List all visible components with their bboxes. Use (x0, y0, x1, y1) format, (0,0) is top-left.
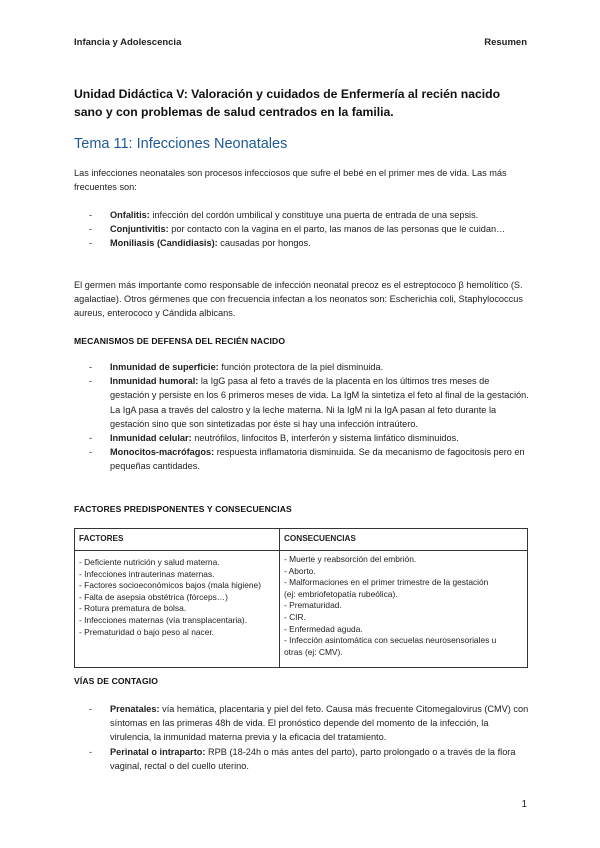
list-item-term: Perinatal o intraparto: (110, 746, 206, 757)
defense-list (74, 360, 529, 474)
consecuencias-cell (280, 551, 528, 668)
list-item-text: infección del cordón umbilical y constituye una puerta de entrada de una sepsis. (149, 210, 479, 220)
intro-paragraph: Las infecciones neonatales son procesos infecciosos que sufre el bebé en el primer mes de vida. Las más frecuentes son: (74, 168, 507, 193)
factors-table (74, 528, 528, 668)
list-item: - Onfalitis: infección del cordón umbilical y constituye una puerta de entrada de una sepsis. (89, 210, 479, 220)
page-number: 1 (521, 799, 527, 810)
list-item-term: Moniliasis (Candidiasis): (110, 238, 218, 249)
list-item-text: vía hemática, placentaria y piel del feto. Causa más frecuente Citomegalovirus (CMV) con síntomas en las primeras 48h de vida. El pronóstico depende del momento de la infección, la virulencia, la inmunidad materna previa y la eficacia del tratamiento. (110, 704, 529, 743)
factors-heading: FACTORES PREDISPONENTES Y CONSECUENCIAS (74, 504, 292, 514)
defense-heading: MECANISMOS DE DEFENSA DEL RECIÉN NACIDO (74, 336, 286, 346)
factores-cell (75, 551, 280, 668)
germ-paragraph: El germen más importante como responsable de infección neonatal precoz es el estreptococo β hemolítico (S. agalactiae). Otros gérmenes que con frecuencia infectan a los neonatos son: Escherichia coli, Staphylococcus aureus, enterococo y Cándida albicans. (74, 280, 523, 319)
consequence-item: - Aborto. (284, 565, 316, 576)
routes-list (74, 702, 529, 773)
consequence-item: (ej: embriofetopatía rubeólica). (284, 588, 398, 599)
list-item-term: Prenatales: (110, 704, 160, 714)
list-item-text: causadas por hongos. (217, 238, 311, 249)
list-item-text: por contacto con la vagina en el parto, las manos de las personas que le cuidan… (168, 224, 506, 235)
topic-title: Tema 11: Infecciones Neonatales (74, 136, 288, 152)
list-item-text: respuesta inflamatoria disminuida. Se da mecanismo de fagocitosis pero en pequeñas cantidades. (110, 447, 525, 472)
factor-item: - Factores socioeconómicos bajos (mala higiene) (79, 580, 262, 591)
factor-item: - Falta de asepsia obstétrica (fórceps…) (79, 591, 228, 602)
column-header-consecuencias: CONSECUENCIAS (280, 529, 528, 551)
header-doc-type: Resumen (484, 37, 527, 48)
table-row (75, 551, 528, 668)
list-item-term: Conjuntivitis: (110, 224, 169, 235)
consequence-item: - Enfermedad aguda. (284, 623, 363, 634)
list-item: - Monocitos-macrófagos: respuesta inflamatoria disminuida. Se da mecanismo de fagocitosis pero en pequeñas cantidades. (89, 447, 525, 472)
routes-heading: VÍAS DE CONTAGIO (74, 676, 159, 686)
unit-title: Unidad Didáctica V: Valoración y cuidados de Enfermería al recién nacido sano y con problemas de salud centrados en la familia. (74, 87, 501, 119)
factor-item: - Rotura prematura de bolsa. (79, 603, 187, 614)
list-item-term: Inmunidad humoral: (110, 376, 199, 387)
list-item-text: la IgG pasa al feto a través de la placenta en los últimos tres meses de gestación y persiste en los 6 primeros meses de vida. La IgM la sintetiza el feto al final de la gestación. La IgA pasa a través del calostro y la leche materna. Ni la IgM ni la IgA pasan al feto durante la gestación sino que son sintetizadas por éste si hay una infección intraútero. (110, 376, 529, 429)
list-item: - Moniliasis (Candidiasis): causadas por hongos. (89, 238, 311, 249)
list-item: - Conjuntivitis: por contacto con la vagina en el parto, las manos de las personas que le cuidan… (89, 224, 506, 235)
list-item: - Prenatales: vía hemática, placentaria y piel del feto. Causa más frecuente Citomegalovirus (CMV) con síntomas en las primeras 48h de vida. El pronóstico depende del momento de la infección, la virulencia, la inmunidad materna previa y la eficacia del tratamiento. (89, 704, 529, 743)
factor-item: - Infecciones maternas (vía transplacentaria). (79, 614, 248, 625)
column-header-factores: FACTORES (75, 529, 280, 551)
frequent-infections-list (74, 208, 529, 251)
list-item-text: función protectora de la piel disminuida. (218, 362, 384, 372)
list-item-term: Monocitos-macrófagos: (110, 447, 215, 458)
consequence-item: - Infección asintomática con secuelas neurosensoriales u (284, 635, 497, 646)
header-subject: Infancia y Adolescencia (74, 37, 182, 48)
consequence-item: - CIR. (284, 611, 306, 622)
list-item-term: Onfalitis: (110, 210, 150, 220)
list-item: - Inmunidad humoral: la IgG pasa al feto a través de la placenta en los últimos tres meses de gestación y persiste en los 6 primeros meses de vida. La IgM la sintetiza el feto al final de la gestación. La IgA pasa a través del calostro y la leche materna. Ni la IgM ni la IgA pasan al feto durante la gestación sino que son sintetizadas por éste si hay una infección intraútero. (89, 376, 529, 429)
list-item: - Inmunidad celular: neutrófilos, linfocitos B, interferón y sistema linfático disminuidos. (89, 433, 459, 444)
consequence-item: - Muerte y reabsorción del embrión. (284, 554, 417, 564)
list-item-text: neutrófilos, linfocitos B, interferón y sistema linfático disminuidos. (191, 433, 459, 444)
list-item-term: Inmunidad de superficie: (110, 362, 219, 372)
factor-item: - Infecciones intrauterinas maternas. (79, 568, 215, 579)
list-item-text: RPB (18-24h o más antes del parto), parto prolongado o a través de la flora vaginal, rectal o del cuello uterino. (110, 746, 516, 771)
list-item: - Perinatal o intraparto: RPB (18-24h o más antes del parto), parto prolongado o a través de la flora vaginal, rectal o del cuello uterino. (89, 746, 516, 771)
consequence-item: otras (ej: CMV). (284, 646, 343, 657)
consequence-item: - Malformaciones en el primer trimestre de la gestación (284, 577, 489, 588)
list-item-term: Inmunidad celular: (110, 433, 192, 444)
factor-item: - Deficiente nutrición y salud materna. (79, 557, 220, 567)
consequence-item: - Prematuridad. (284, 600, 342, 611)
factor-item: - Prematuridad o bajo peso al nacer. (79, 626, 215, 637)
table-header-row (75, 529, 528, 551)
list-item: - Inmunidad de superficie: función protectora de la piel disminuida. (89, 362, 384, 372)
